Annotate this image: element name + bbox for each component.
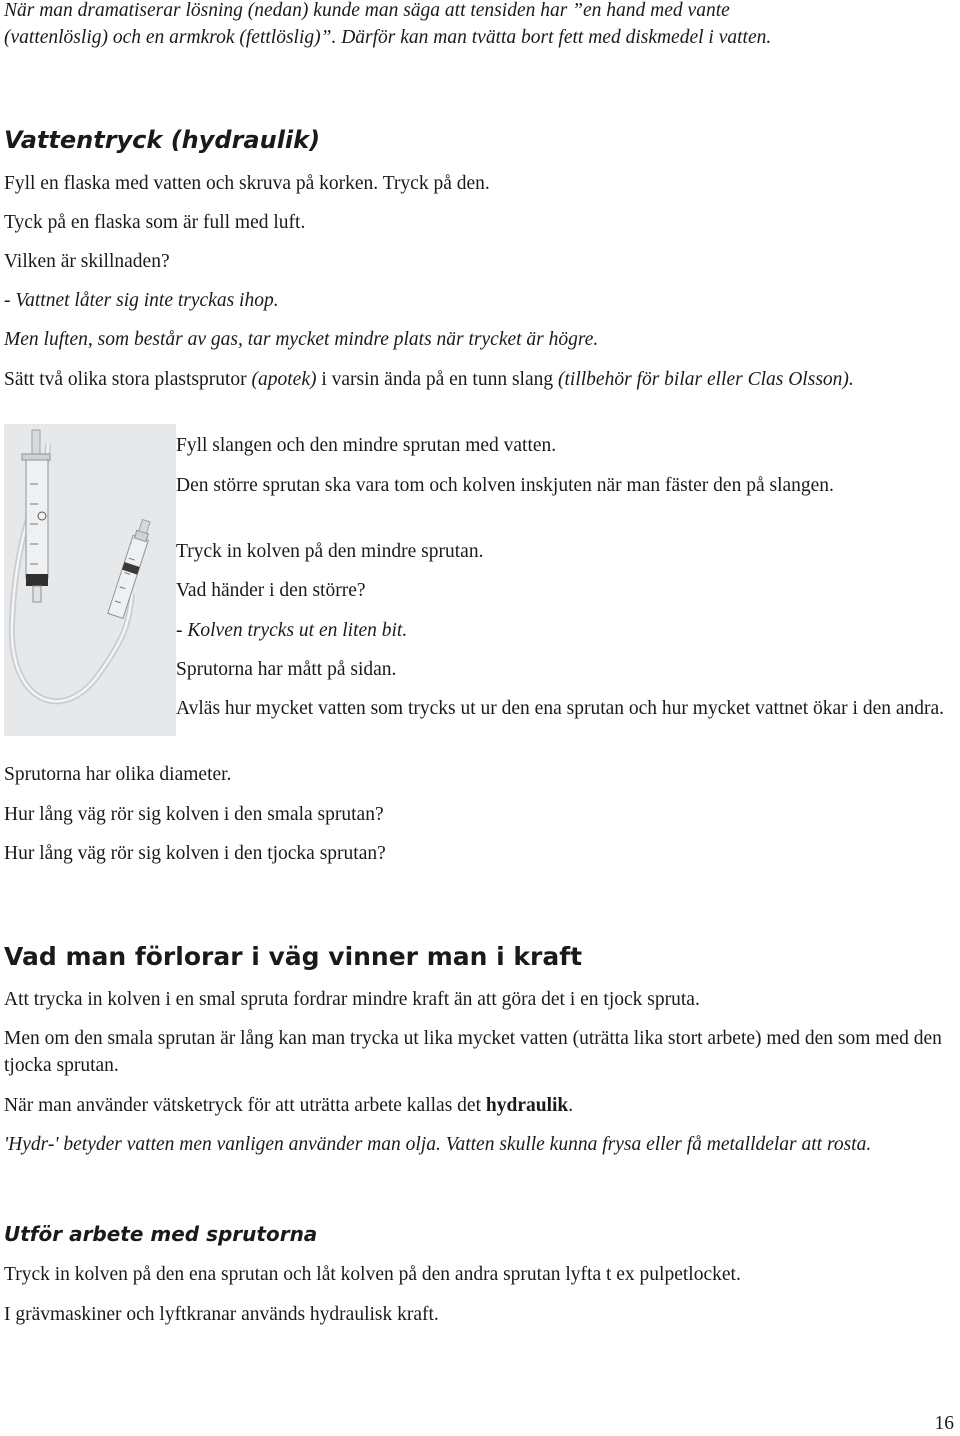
paragraph: Men om den smala sprutan är lång kan man trycka ut lika mycket vatten (uträtta lika stort arbete) med den som med den tjocka sprutan. (4, 1028, 942, 1076)
page-number: 16 (934, 1413, 954, 1434)
section-heading-sprutorna: Utför arbete med sprutorna (4, 1222, 318, 1246)
paragraph: Vilken är skillnaden? (4, 251, 170, 272)
paragraph: Den större sprutan ska vara tom och kolven inskjuten när man fäster den på slangen. (176, 475, 834, 496)
paragraph: Tryck in kolven på den mindre sprutan. (176, 541, 484, 562)
paragraph: Hur lång väg rör sig kolven i den smala sprutan? (4, 804, 384, 825)
paragraph: Att trycka in kolven i en smal spruta fordrar mindre kraft än att göra det i en tjock spruta. (4, 989, 700, 1010)
paragraph: Fyll slangen och den mindre sprutan med vatten. (176, 435, 557, 456)
paragraph: Hur lång väg rör sig kolven i den tjocka sprutan? (4, 843, 386, 864)
section-heading-kraft: Vad man förlorar i väg vinner man i kraft (4, 942, 583, 971)
paragraph: Sprutorna har olika diameter. (4, 764, 232, 785)
paragraph-syringes: Sätt två olika stora plastsprutor (apotek) i varsin ända på en tunn slang (tillbehör för bilar eller Clas Olsson). (4, 369, 854, 390)
paragraph: Tryck in kolven på den ena sprutan och låt kolven på den andra sprutan lyfta t ex pulpetlocket. (4, 1264, 741, 1285)
paragraph-answer: - Vattnet låter sig inte tryckas ihop. (4, 290, 279, 311)
paragraph-answer: - Kolven trycks ut en liten bit. (176, 620, 408, 641)
intro-line-1: När man dramatiserar lösning (nedan) kunde man säga att tensiden har ”en hand med vante (4, 0, 730, 21)
paragraph-note: 'Hydr-' betyder vatten men vanligen använder man olja. Vatten skulle kunna frysa eller få metalldelar att rosta. (4, 1134, 872, 1155)
section-heading-vattentryck: Vattentryck (hydraulik) (4, 126, 321, 154)
paragraph: Vad händer i den större? (176, 580, 366, 601)
paragraph: Fyll en flaska med vatten och skruva på korken. Tryck på den. (4, 173, 490, 194)
intro-line-2: (vattenlöslig) och en armkrok (fettlöslig)”. Därför kan man tvätta bort fett med diskmedel i vatten. (4, 27, 772, 48)
paragraph: I grävmaskiner och lyftkranar används hydraulisk kraft. (4, 1304, 439, 1325)
paragraph-answer: Men luften, som består av gas, tar mycket mindre plats när trycket är högre. (4, 329, 599, 350)
paragraph: Tyck på en flaska som är full med luft. (4, 212, 306, 233)
paragraph: Avläs hur mycket vatten som trycks ut ur den ena sprutan och hur mycket vattnet ökar i den andra. (176, 698, 945, 719)
paragraph: Sprutorna har mått på sidan. (176, 659, 397, 680)
syringe-photo (4, 424, 176, 736)
paragraph-hydraulik: När man använder vätsketryck för att uträtta arbete kallas det hydraulik. (4, 1095, 574, 1116)
